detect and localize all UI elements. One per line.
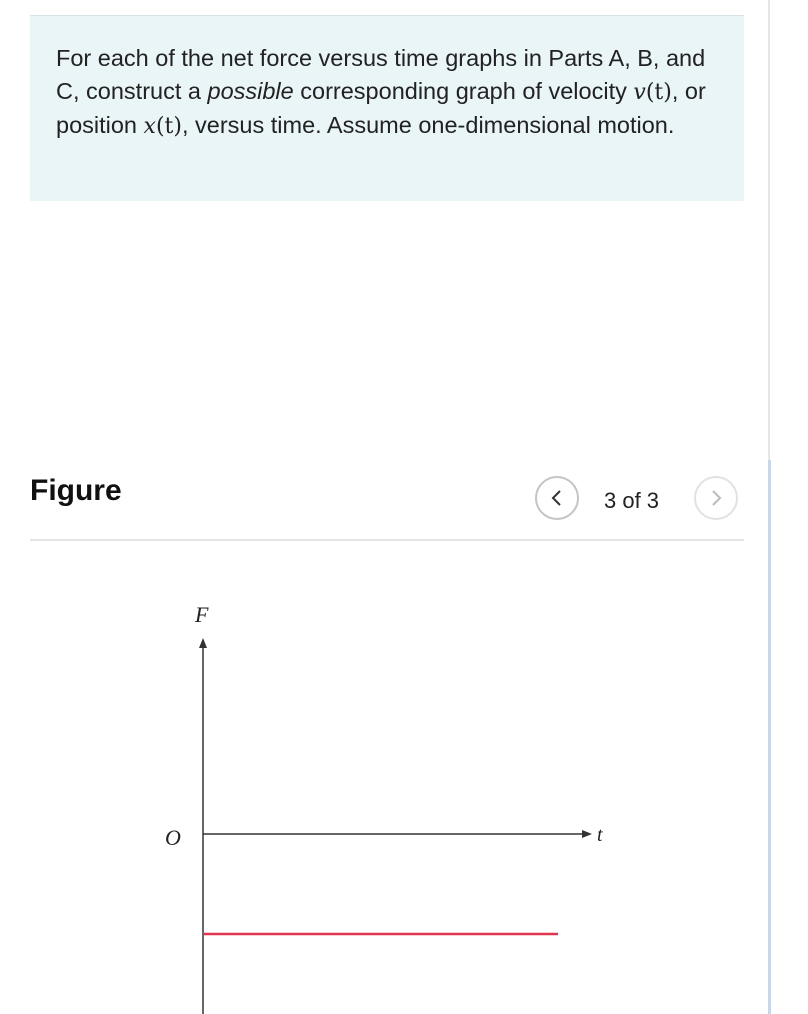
velocity-variable: v xyxy=(633,80,646,105)
force-axis-arrow xyxy=(199,638,207,648)
instructions-text-part: , or position xyxy=(56,78,706,138)
origin-label: O xyxy=(165,825,181,850)
figure-counter: 3 of 3 xyxy=(604,488,660,513)
position-variable: x xyxy=(143,114,156,139)
figure-title: Figure xyxy=(30,474,122,507)
instructions-text-part: corresponding graph of velocity xyxy=(293,78,634,104)
instructions-emphasis: possible xyxy=(207,78,294,104)
instructions-text-part: , versus time. Assume one-dimensional motion. xyxy=(181,112,675,138)
position-argument: (t) xyxy=(155,114,182,139)
instructions-text-part: For each of the net force versus time graphs in Parts A, B, and C, construct a xyxy=(56,45,706,104)
time-axis-arrow xyxy=(582,830,592,838)
force-axis-label: F xyxy=(195,602,209,627)
time-axis-label: t xyxy=(597,824,603,846)
velocity-argument: (t) xyxy=(645,80,672,105)
